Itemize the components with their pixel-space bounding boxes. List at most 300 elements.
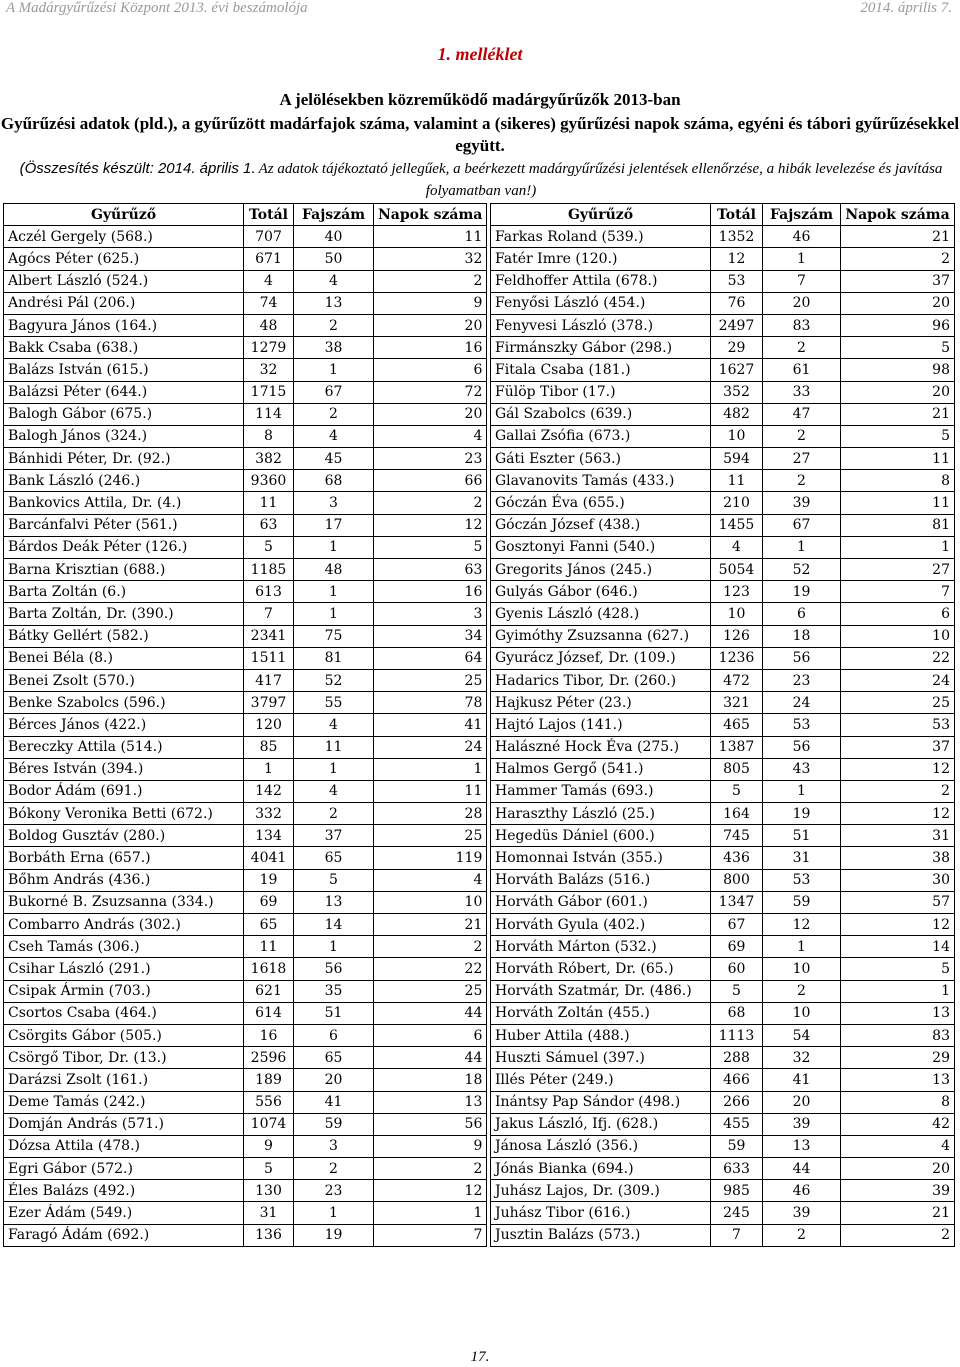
days-count-cell: 6 [374, 359, 487, 381]
species-count-cell: 50 [294, 248, 374, 270]
total-cell: 126 [711, 625, 763, 647]
ringer-name-cell: Juhász Tibor (616.) [491, 1202, 711, 1224]
ringer-name-cell: Fülöp Tibor (17.) [491, 381, 711, 403]
days-count-cell: 13 [841, 1002, 955, 1024]
days-count-cell: 39 [841, 1180, 955, 1202]
ringer-name-cell: Darázsi Zsolt (161.) [4, 1069, 244, 1091]
species-count-cell: 12 [763, 914, 841, 936]
species-count-cell: 47 [763, 403, 841, 425]
days-count-cell: 1 [841, 536, 955, 558]
ringer-name-cell: Gyurácz József, Dr. (109.) [491, 647, 711, 669]
days-count-cell: 11 [374, 780, 487, 802]
table-row [491, 1113, 955, 1135]
table-row [491, 559, 955, 581]
days-count-cell: 13 [841, 1069, 955, 1091]
species-count-cell: 2 [294, 314, 374, 336]
total-cell: 745 [711, 825, 763, 847]
days-count-cell: 72 [374, 381, 487, 403]
table-row [4, 248, 487, 270]
species-count-cell: 83 [763, 314, 841, 336]
total-cell: 68 [711, 1002, 763, 1024]
table-row [4, 559, 487, 581]
total-cell: 142 [244, 780, 294, 802]
ringer-name-cell: Benei Béla (8.) [4, 647, 244, 669]
table-row [491, 359, 955, 381]
ringer-name-cell: Gáti Eszter (563.) [491, 448, 711, 470]
note-part1: (Összesítés készült: [19, 160, 158, 177]
species-count-cell: 2 [294, 803, 374, 825]
ringer-name-cell: Jónás Bianka (694.) [491, 1158, 711, 1180]
table-row [4, 514, 487, 536]
species-count-cell: 81 [294, 647, 374, 669]
days-count-cell: 2 [841, 1224, 955, 1246]
days-count-cell: 27 [841, 559, 955, 581]
column-header-ringer: Gyűrűző [4, 204, 244, 226]
ringer-name-cell: Balogh János (324.) [4, 425, 244, 447]
total-cell: 7 [711, 1224, 763, 1246]
table-row [491, 448, 955, 470]
species-count-cell: 18 [763, 625, 841, 647]
ringer-name-cell: Hammer Tamás (693.) [491, 780, 711, 802]
ringer-name-cell: Domján András (571.) [4, 1113, 244, 1135]
species-count-cell: 6 [294, 1024, 374, 1046]
days-count-cell: 1 [374, 758, 487, 780]
total-cell: 556 [244, 1091, 294, 1113]
total-cell: 466 [711, 1069, 763, 1091]
ringer-name-cell: Góczán Éva (655.) [491, 492, 711, 514]
ringer-name-cell: Bánhidi Péter, Dr. (92.) [4, 448, 244, 470]
total-cell: 800 [711, 869, 763, 891]
total-cell: 5 [244, 1158, 294, 1180]
ringer-name-cell: Horváth Balázs (516.) [491, 869, 711, 891]
species-count-cell: 44 [763, 1158, 841, 1180]
total-cell: 614 [244, 1002, 294, 1024]
ringer-name-cell: Albert László (524.) [4, 270, 244, 292]
table-row [4, 869, 487, 891]
ringer-name-cell: Juhász Lajos, Dr. (309.) [491, 1180, 711, 1202]
days-count-cell: 18 [374, 1069, 487, 1091]
ringer-name-cell: Boldog Gusztáv (280.) [4, 825, 244, 847]
species-count-cell: 39 [763, 492, 841, 514]
total-cell: 482 [711, 403, 763, 425]
days-count-cell: 57 [841, 891, 955, 913]
table-row [491, 581, 955, 603]
table-row [4, 803, 487, 825]
total-cell: 1511 [244, 647, 294, 669]
days-count-cell: 11 [841, 492, 955, 514]
days-count-cell: 41 [374, 714, 487, 736]
table-row [4, 314, 487, 336]
total-cell: 5 [711, 980, 763, 1002]
ringer-name-cell: Béres István (394.) [4, 758, 244, 780]
table-row [4, 936, 487, 958]
days-count-cell: 9 [374, 292, 487, 314]
table-row [491, 470, 955, 492]
species-count-cell: 2 [763, 337, 841, 359]
species-count-cell: 17 [294, 514, 374, 536]
days-count-cell: 5 [841, 958, 955, 980]
column-header-total: Totál [711, 204, 763, 226]
total-cell: 4041 [244, 847, 294, 869]
ringer-name-cell: Horváth Gyula (402.) [491, 914, 711, 936]
total-cell: 5 [244, 536, 294, 558]
species-count-cell: 53 [763, 714, 841, 736]
days-count-cell: 25 [374, 980, 487, 1002]
ringer-name-cell: Huber Attila (488.) [491, 1024, 711, 1046]
species-count-cell: 19 [294, 1224, 374, 1246]
days-count-cell: 7 [841, 581, 955, 603]
table-row [491, 1047, 955, 1069]
table-row [4, 736, 487, 758]
table-row [491, 803, 955, 825]
days-count-cell: 5 [841, 425, 955, 447]
table-row [4, 1135, 487, 1157]
species-count-cell: 1 [294, 359, 374, 381]
table-row [4, 1113, 487, 1135]
ringer-name-cell: Barna Krisztian (688.) [4, 559, 244, 581]
table-row [491, 958, 955, 980]
total-cell: 382 [244, 448, 294, 470]
ringer-name-cell: Homonnai István (355.) [491, 847, 711, 869]
species-count-cell: 1 [763, 780, 841, 802]
table-row [4, 891, 487, 913]
days-count-cell: 31 [841, 825, 955, 847]
days-count-cell: 11 [374, 226, 487, 248]
column-header-ringer: Gyűrűző [491, 204, 711, 226]
ringer-name-cell: Éles Balázs (492.) [4, 1180, 244, 1202]
total-cell: 114 [244, 403, 294, 425]
days-count-cell: 1 [374, 1202, 487, 1224]
table-row [491, 337, 955, 359]
days-count-cell: 21 [841, 403, 955, 425]
species-count-cell: 45 [294, 448, 374, 470]
total-cell: 10 [711, 603, 763, 625]
total-cell: 2341 [244, 625, 294, 647]
ringer-name-cell: Fenyvesi László (378.) [491, 314, 711, 336]
ringer-name-cell: Agócs Péter (625.) [4, 248, 244, 270]
days-count-cell: 20 [841, 381, 955, 403]
days-count-cell: 64 [374, 647, 487, 669]
total-cell: 85 [244, 736, 294, 758]
total-cell: 189 [244, 1069, 294, 1091]
total-cell: 1236 [711, 647, 763, 669]
total-cell: 4 [244, 270, 294, 292]
ringer-name-cell: Horváth Zoltán (455.) [491, 1002, 711, 1024]
total-cell: 164 [711, 803, 763, 825]
species-count-cell: 2 [763, 980, 841, 1002]
days-count-cell: 7 [374, 1224, 487, 1246]
species-count-cell: 20 [763, 292, 841, 314]
total-cell: 417 [244, 669, 294, 691]
species-count-cell: 52 [294, 669, 374, 691]
species-count-cell: 1 [294, 603, 374, 625]
total-cell: 134 [244, 825, 294, 847]
days-count-cell: 11 [841, 448, 955, 470]
days-count-cell: 4 [374, 869, 487, 891]
table-row [491, 381, 955, 403]
ringer-name-cell: Gyimóthy Zsuzsanna (627.) [491, 625, 711, 647]
table-row [491, 492, 955, 514]
ringer-name-cell: Hajtó Lajos (141.) [491, 714, 711, 736]
table-row [491, 825, 955, 847]
table-row [4, 359, 487, 381]
table-row [491, 758, 955, 780]
species-count-cell: 46 [763, 226, 841, 248]
table-row [491, 403, 955, 425]
total-cell: 707 [244, 226, 294, 248]
total-cell: 3797 [244, 692, 294, 714]
species-count-cell: 48 [294, 559, 374, 581]
table-row [491, 1224, 955, 1246]
table-row [4, 337, 487, 359]
table-row [491, 625, 955, 647]
days-count-cell: 63 [374, 559, 487, 581]
document-subtitle: Gyűrűzési adatok (pld.), a gyűrűzött madárfajok száma, valamint a (sikeres) gyűrűzési napok száma, egyéni és tábori gyűrűzésekkel együtt. [0, 114, 960, 155]
ringer-name-cell: Balázs István (615.) [4, 359, 244, 381]
total-cell: 9 [244, 1135, 294, 1157]
days-count-cell: 53 [841, 714, 955, 736]
total-cell: 67 [711, 914, 763, 936]
days-count-cell: 24 [374, 736, 487, 758]
days-count-cell: 1 [841, 980, 955, 1002]
ringer-name-cell: Gál Szabolcs (639.) [491, 403, 711, 425]
species-count-cell: 1 [763, 936, 841, 958]
table-row [491, 1135, 955, 1157]
ringer-name-cell: Jusztin Balázs (573.) [491, 1224, 711, 1246]
ringer-table-right [490, 203, 955, 1247]
table-row [4, 980, 487, 1002]
table-row [4, 647, 487, 669]
days-count-cell: 23 [374, 448, 487, 470]
ringer-name-cell: Jakus László, Ifj. (628.) [491, 1113, 711, 1135]
table-row [4, 1202, 487, 1224]
table-row [4, 1091, 487, 1113]
ringer-name-cell: Hadarics Tibor, Dr. (260.) [491, 669, 711, 691]
note-date: 2014. április 1 [157, 160, 252, 177]
ringer-name-cell: Góczán József (438.) [491, 514, 711, 536]
table-row [491, 869, 955, 891]
table-row [491, 1091, 955, 1113]
ringer-name-cell: Fitala Csaba (181.) [491, 359, 711, 381]
ringer-name-cell: Bank László (246.) [4, 470, 244, 492]
species-count-cell: 7 [763, 270, 841, 292]
table-row [491, 226, 955, 248]
species-count-cell: 46 [763, 1180, 841, 1202]
ringer-name-cell: Csörgő Tibor, Dr. (13.) [4, 1047, 244, 1069]
table-row [491, 1024, 955, 1046]
table-row [4, 1047, 487, 1069]
total-cell: 5 [711, 780, 763, 802]
table-row [491, 669, 955, 691]
species-count-cell: 38 [294, 337, 374, 359]
table-header-row [4, 204, 487, 226]
ringer-name-cell: Inántsy Pap Sándor (498.) [491, 1091, 711, 1113]
total-cell: 69 [244, 891, 294, 913]
table-row [491, 514, 955, 536]
days-count-cell: 13 [374, 1091, 487, 1113]
ringer-name-cell: Gregorits János (245.) [491, 559, 711, 581]
table-row [4, 536, 487, 558]
document-title: A jelölésekben közreműködő madárgyűrűzők 2013-ban [279, 90, 681, 109]
total-cell: 472 [711, 669, 763, 691]
ringer-name-cell: Ezer Ádám (549.) [4, 1202, 244, 1224]
table-row [491, 270, 955, 292]
ringer-name-cell: Bérces János (422.) [4, 714, 244, 736]
total-cell: 9360 [244, 470, 294, 492]
table-row [4, 381, 487, 403]
total-cell: 352 [711, 381, 763, 403]
days-count-cell: 21 [374, 914, 487, 936]
days-count-cell: 34 [374, 625, 487, 647]
table-row [4, 1069, 487, 1091]
ringer-name-cell: Bukorné B. Zsuzsanna (334.) [4, 891, 244, 913]
days-count-cell: 66 [374, 470, 487, 492]
days-count-cell: 16 [374, 337, 487, 359]
ringer-name-cell: Aczél Gergely (568.) [4, 226, 244, 248]
days-count-cell: 10 [841, 625, 955, 647]
ringer-name-cell: Bátky Gellért (582.) [4, 625, 244, 647]
species-count-cell: 39 [763, 1113, 841, 1135]
days-count-cell: 28 [374, 803, 487, 825]
table-row [491, 936, 955, 958]
species-count-cell: 19 [763, 803, 841, 825]
species-count-cell: 14 [294, 914, 374, 936]
ringer-name-cell: Fatér Imre (120.) [491, 248, 711, 270]
total-cell: 1618 [244, 958, 294, 980]
species-count-cell: 27 [763, 448, 841, 470]
species-count-cell: 32 [763, 1047, 841, 1069]
species-count-cell: 20 [294, 1069, 374, 1091]
ringer-name-cell: Bárdos Deák Péter (126.) [4, 536, 244, 558]
table-row [4, 669, 487, 691]
ringer-name-cell: Benke Szabolcs (596.) [4, 692, 244, 714]
species-count-cell: 51 [294, 1002, 374, 1024]
ringer-name-cell: Gosztonyi Fanni (540.) [491, 536, 711, 558]
days-count-cell: 37 [841, 270, 955, 292]
ringer-name-cell: Bereczky Attila (514.) [4, 736, 244, 758]
days-count-cell: 83 [841, 1024, 955, 1046]
total-cell: 455 [711, 1113, 763, 1135]
total-cell: 74 [244, 292, 294, 314]
days-count-cell: 24 [841, 669, 955, 691]
days-count-cell: 4 [841, 1135, 955, 1157]
days-count-cell: 20 [841, 292, 955, 314]
total-cell: 332 [244, 803, 294, 825]
days-count-cell: 3 [374, 603, 487, 625]
table-row [491, 1180, 955, 1202]
total-cell: 321 [711, 692, 763, 714]
total-cell: 1 [244, 758, 294, 780]
days-count-cell: 9 [374, 1135, 487, 1157]
ringer-name-cell: Horváth Róbert, Dr. (65.) [491, 958, 711, 980]
species-count-cell: 65 [294, 847, 374, 869]
ringer-name-cell: Barta Zoltán, Dr. (390.) [4, 603, 244, 625]
ringer-name-cell: Firmánszky Gábor (298.) [491, 337, 711, 359]
ringer-name-cell: Haraszthy László (25.) [491, 803, 711, 825]
days-count-cell: 32 [374, 248, 487, 270]
total-cell: 31 [244, 1202, 294, 1224]
days-count-cell: 25 [374, 669, 487, 691]
table-row [491, 248, 955, 270]
ringer-name-cell: Barta Zoltán (6.) [4, 581, 244, 603]
days-count-cell: 5 [374, 536, 487, 558]
species-count-cell: 55 [294, 692, 374, 714]
total-cell: 7 [244, 603, 294, 625]
total-cell: 1185 [244, 559, 294, 581]
ringer-name-cell: Balogh Gábor (675.) [4, 403, 244, 425]
total-cell: 805 [711, 758, 763, 780]
ringer-name-cell: Combarro András (302.) [4, 914, 244, 936]
days-count-cell: 4 [374, 425, 487, 447]
species-count-cell: 1 [763, 536, 841, 558]
species-count-cell: 10 [763, 958, 841, 980]
days-count-cell: 2 [374, 1158, 487, 1180]
species-count-cell: 51 [763, 825, 841, 847]
species-count-cell: 1 [294, 936, 374, 958]
ringer-name-cell: Illés Péter (249.) [491, 1069, 711, 1091]
days-count-cell: 5 [841, 337, 955, 359]
species-count-cell: 40 [294, 226, 374, 248]
species-count-cell: 56 [763, 736, 841, 758]
days-count-cell: 2 [841, 780, 955, 802]
total-cell: 671 [244, 248, 294, 270]
ringer-name-cell: Balázsi Péter (644.) [4, 381, 244, 403]
days-count-cell: 78 [374, 692, 487, 714]
ringer-name-cell: Egri Gábor (572.) [4, 1158, 244, 1180]
days-count-cell: 2 [374, 936, 487, 958]
ringer-name-cell: Bagyura János (164.) [4, 314, 244, 336]
table-row [4, 1158, 487, 1180]
table-row [491, 692, 955, 714]
ringer-name-cell: Gallai Zsófia (673.) [491, 425, 711, 447]
total-cell: 16 [244, 1024, 294, 1046]
species-count-cell: 13 [294, 292, 374, 314]
days-count-cell: 20 [841, 1158, 955, 1180]
table-row [4, 1224, 487, 1246]
species-count-cell: 3 [294, 492, 374, 514]
total-cell: 2497 [711, 314, 763, 336]
species-count-cell: 1 [294, 536, 374, 558]
days-count-cell: 81 [841, 514, 955, 536]
total-cell: 11 [244, 492, 294, 514]
ringer-name-cell: Horváth Szatmár, Dr. (486.) [491, 980, 711, 1002]
days-count-cell: 96 [841, 314, 955, 336]
total-cell: 53 [711, 270, 763, 292]
total-cell: 1113 [711, 1024, 763, 1046]
table-row [491, 292, 955, 314]
table-row [491, 1202, 955, 1224]
days-count-cell: 12 [374, 514, 487, 536]
table-row [491, 603, 955, 625]
days-count-cell: 21 [841, 226, 955, 248]
species-count-cell: 56 [294, 958, 374, 980]
table-row [491, 425, 955, 447]
total-cell: 1074 [244, 1113, 294, 1135]
table-row [491, 914, 955, 936]
days-count-cell: 12 [841, 803, 955, 825]
days-count-cell: 37 [841, 736, 955, 758]
days-count-cell: 44 [374, 1047, 487, 1069]
total-cell: 621 [244, 980, 294, 1002]
days-count-cell: 8 [841, 470, 955, 492]
species-count-cell: 41 [763, 1069, 841, 1091]
table-row [4, 1024, 487, 1046]
ringer-name-cell: Bankovics Attila, Dr. (4.) [4, 492, 244, 514]
running-header-date: 2014. április 7. [860, 0, 952, 16]
total-cell: 1627 [711, 359, 763, 381]
species-count-cell: 4 [294, 714, 374, 736]
species-count-cell: 1 [294, 1202, 374, 1224]
